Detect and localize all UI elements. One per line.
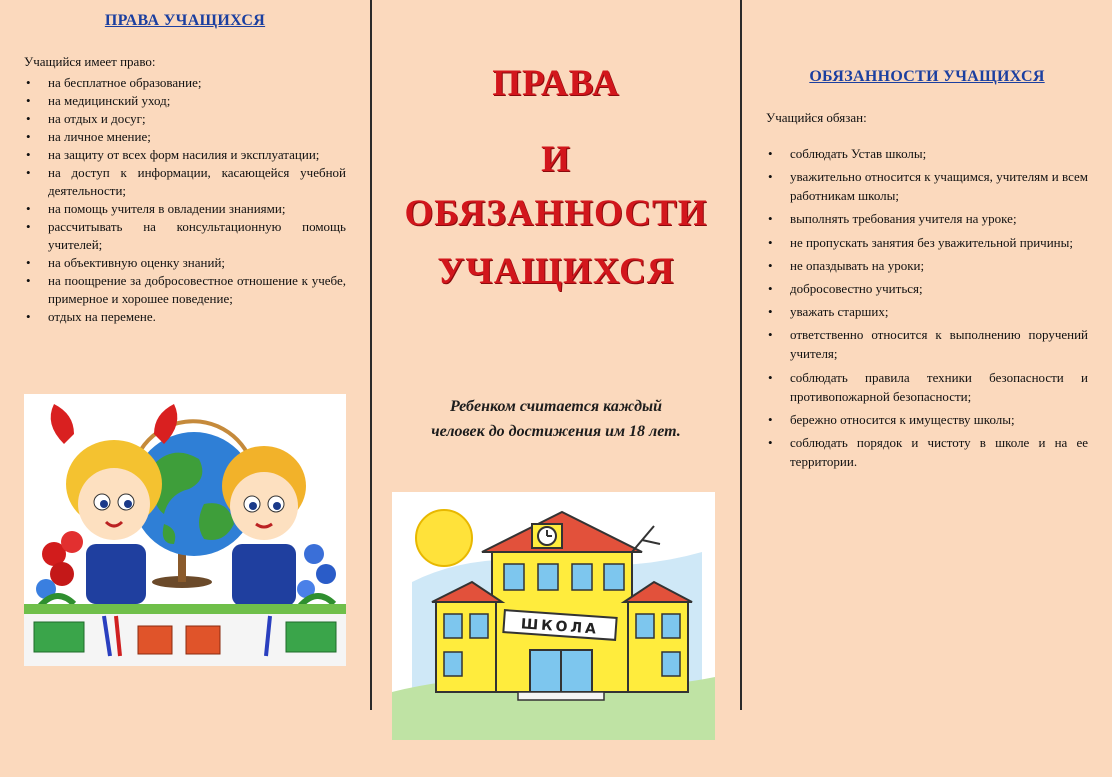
main-title-line-3: ОБЯЗАННОСТИ — [404, 193, 708, 234]
age-note-line-1: Ребенком считается каждый — [449, 398, 663, 415]
list-item: • уважать старших; — [766, 302, 1088, 321]
duties-list — [766, 144, 1088, 471]
duties-heading: ОБЯЗАННОСТИ УЧАЩИХСЯ — [809, 68, 1045, 85]
list-item: • на медицинский уход; — [24, 92, 346, 110]
rights-intro: Учащийся имеет право: — [24, 54, 156, 69]
age-note-line-2: человек до достижения им 18 лет. — [431, 423, 681, 440]
list-item: • на личное мнение; — [24, 128, 346, 146]
list-item: • на отдых и досуг; — [24, 110, 346, 128]
list-item: • отдых на перемене. — [24, 308, 346, 326]
list-item: • не опаздывать на уроки; — [766, 256, 1088, 275]
duties-column — [742, 0, 1112, 777]
main-title-line-4: УЧАЩИХСЯ — [437, 251, 675, 292]
list-item: • на поощрение за добросовестное отношение к учебе, примерное и хорошее поведение; — [24, 272, 346, 308]
list-item: • уважительно относится к учащимся, учителям и всем работникам школы; — [766, 167, 1088, 205]
main-title-line-1: ПРАВА — [492, 63, 620, 104]
age-note — [372, 394, 740, 444]
rights-heading: ПРАВА УЧАЩИХСЯ — [104, 12, 266, 29]
list-item: • на бесплатное образование; — [24, 74, 346, 92]
list-item: • соблюдать Устав школы; — [766, 144, 1088, 163]
school-illustration — [392, 492, 715, 740]
list-item: • не пропускать занятия без уважительной причины; — [766, 233, 1088, 252]
list-item: • соблюдать порядок и чистоту в школе и на ее территории. — [766, 433, 1088, 471]
list-item: • бережно относится к имуществу школы; — [766, 410, 1088, 429]
list-item: • на защиту от всех форм насилия и эксплуатации; — [24, 146, 346, 164]
list-item: • на доступ к информации, касающейся учебной деятельности; — [24, 164, 346, 200]
main-title-line-2: И — [541, 139, 571, 180]
list-item: • на объективную оценку знаний; — [24, 254, 346, 272]
children-globe-illustration — [24, 394, 346, 666]
list-item: • рассчитывать на консультационную помощь учителей; — [24, 218, 346, 254]
list-item: • ответственно относится к выполнению поручений учителя; — [766, 325, 1088, 363]
school-sign-text: ШКОЛА — [520, 616, 600, 638]
list-item: • на помощь учителя в овладении знаниями; — [24, 200, 346, 218]
list-item: • выполнять требования учителя на уроке; — [766, 209, 1088, 228]
duties-intro: Учащийся обязан: — [766, 110, 867, 125]
rights-list — [24, 74, 346, 326]
list-item: • соблюдать правила техники безопасности и противопожарной безопасности; — [766, 368, 1088, 406]
list-item: • добросовестно учиться; — [766, 279, 1088, 298]
